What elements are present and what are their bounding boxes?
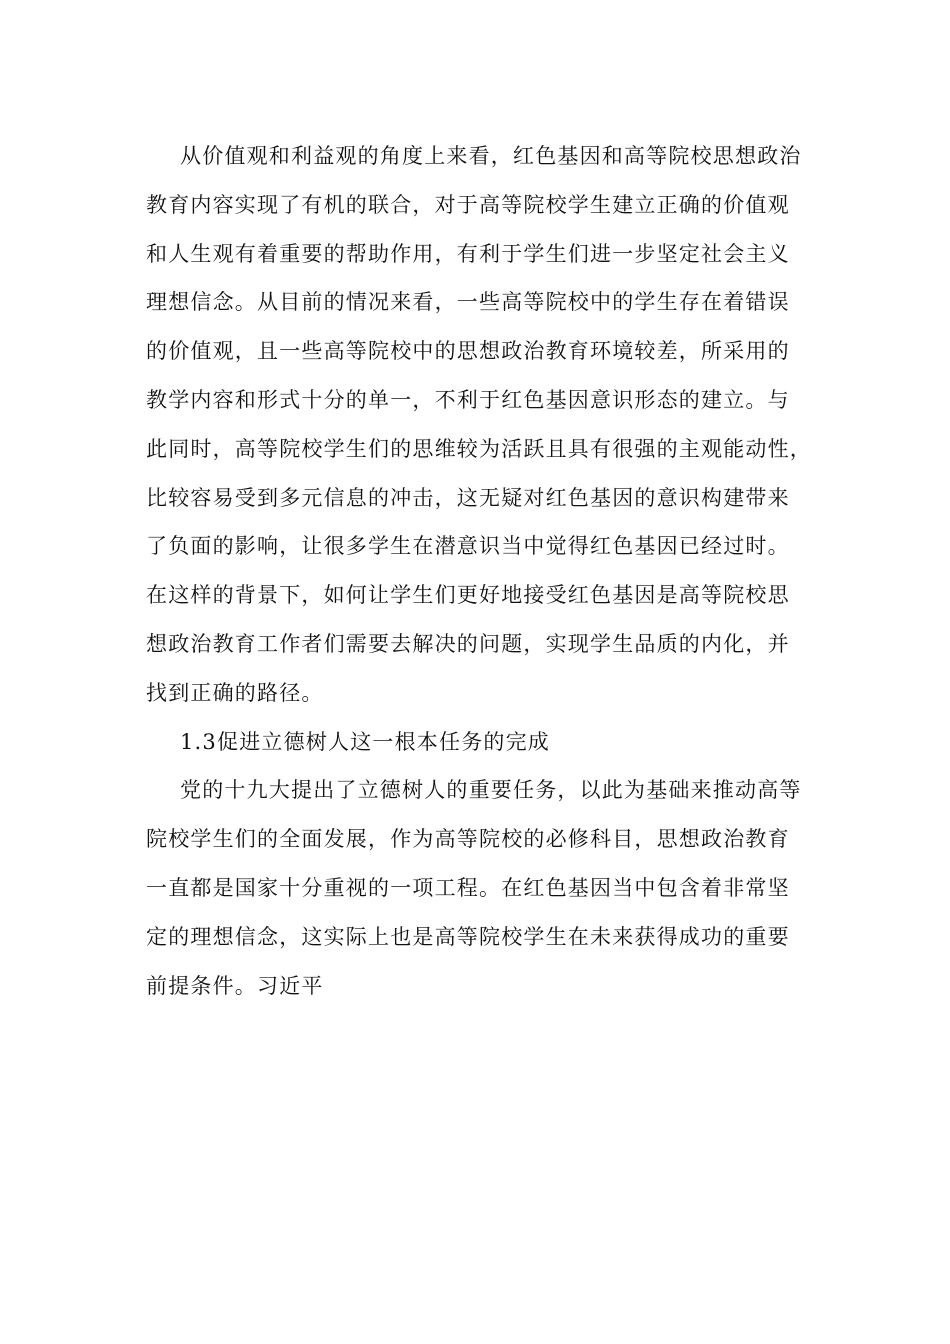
paragraph-line: 在这样的背景下，如何让学生们更好地接受红色基因是高等院校思	[146, 583, 790, 608]
document-body	[146, 132, 826, 1010]
paragraph-line: 此同时，高等院校学生们的思维较为活跃且具有很强的主观能动性，	[146, 436, 812, 461]
paragraph-line: 教学内容和形式十分的单一，不利于红色基因意识形态的建立。与	[146, 387, 790, 412]
paragraph-line: 一直都是国家十分重视的一项工程。在红色基因当中包含着非常坚	[146, 875, 790, 900]
paragraph-line: 理想信念。从目前的情况来看，一些高等院校中的学生存在着错误	[146, 290, 790, 315]
paragraph-line: 从价值观和利益观的角度上来看，红色基因和高等院校思想政治	[180, 144, 802, 168]
paragraph-moral-education	[146, 766, 826, 1010]
paragraph-line: 定的理想信念，这实际上也是高等院校学生在未来获得成功的重要	[146, 924, 790, 949]
paragraph-line: 了负面的影响，让很多学生在潜意识当中觉得红色基因已经过时。	[146, 534, 790, 559]
paragraph-line: 比较容易受到多元信息的冲击，这无疑对红色基因的意识构建带来	[146, 485, 790, 510]
paragraph-line: 的价值观，且一些高等院校中的思想政治教育环境较差，所采用的	[146, 339, 790, 364]
paragraph-value-outlook	[146, 132, 826, 718]
paragraph-line: 找到正确的路径。	[146, 680, 324, 705]
paragraph-line: 党的十九大提出了立德树人的重要任务，以此为基础来推动高等	[180, 778, 802, 803]
paragraph-line: 和人生观有着重要的帮助作用，有利于学生们进一步坚定社会主义	[146, 241, 790, 266]
paragraph-line: 想政治教育工作者们需要去解决的问题，实现学生品质的内化，并	[146, 631, 790, 656]
section-heading: 1.3促进立德树人这一根本任务的完成	[180, 729, 550, 754]
paragraph-line: 院校学生们的全面发展，作为高等院校的必修科目，思想政治教育	[146, 827, 790, 852]
paragraph-line: 前提条件。习近平	[146, 973, 324, 998]
paragraph-line: 教育内容实现了有机的联合，对于高等院校学生建立正确的价值观	[146, 192, 790, 217]
